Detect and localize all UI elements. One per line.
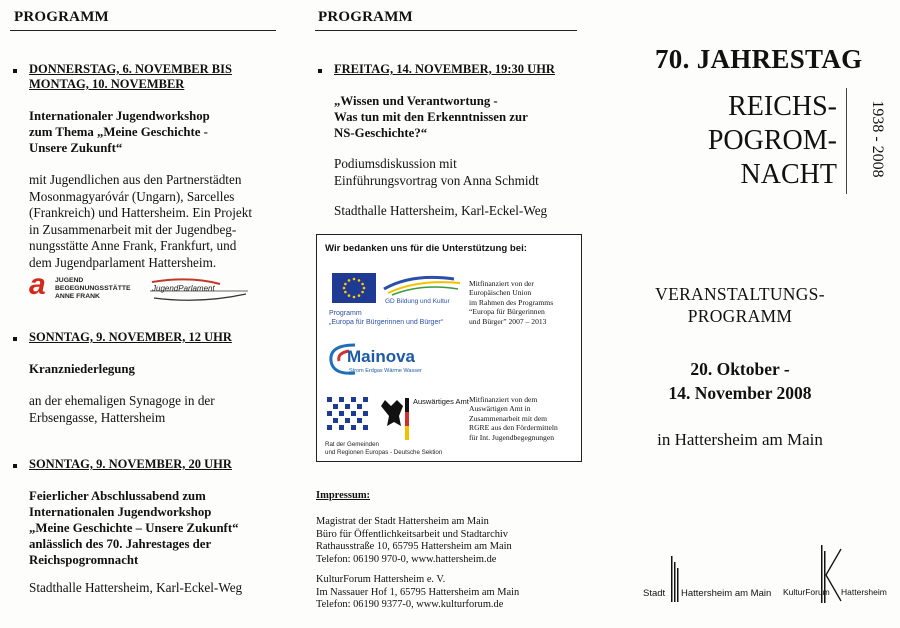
jugendparlament-logo <box>150 278 250 304</box>
body-line: Stadthalle Hattersheim, Karl-Eckel-Weg <box>29 580 243 595</box>
title-line: Was tun mit den Erkenntnissen zur <box>334 110 528 124</box>
bullet <box>13 464 17 468</box>
middle-heading: PROGRAMM <box>318 9 413 25</box>
text-line: und Bürger” 2007 – 2013 <box>469 316 547 326</box>
location: in Hattersheim am Main <box>657 430 823 449</box>
imprint-line: KulturForum Hattersheim e. V. <box>316 574 446 585</box>
left-heading-rule <box>10 30 276 31</box>
middle-heading-rule <box>315 30 577 31</box>
title-line: zum Thema „Meine Geschichte - <box>29 125 208 139</box>
caption-line: und Regionen Europas - Deutsche Sektion <box>325 449 443 456</box>
kulturforum-logo <box>783 545 893 607</box>
title-line: Feierlicher Abschlussabend zum <box>29 489 206 503</box>
section-body-1 <box>29 172 252 271</box>
stadt-hattersheim-logo <box>643 556 783 606</box>
imprint-line: Rathausstraße 10, 65795 Hattersheim am Main <box>316 541 512 553</box>
logo-line: ANNE FRANK <box>55 293 100 300</box>
title-line: NS-Geschichte?“ <box>334 126 428 140</box>
caption-line: Rat der Gemeinden <box>325 441 379 448</box>
jugendparlament-logo-text: JugendParlament <box>152 284 215 293</box>
title-line: Unsere Zukunft“ <box>29 141 123 155</box>
aa-funding-text <box>469 395 558 442</box>
section-title-1 <box>29 108 210 156</box>
title-line: Reichspogromnacht <box>29 553 139 567</box>
bullet <box>13 337 17 341</box>
cover-title <box>625 90 837 192</box>
body-line: Einführungsvortrag von Anna Schmidt <box>334 172 539 188</box>
logo-line: JUGEND <box>55 277 84 284</box>
stadt-logo-bars-icon <box>671 556 681 602</box>
event-date: FREITAG, 14. NOVEMBER, 19:30 UHR <box>334 62 555 76</box>
section-date-3: SONNTAG, 9. NOVEMBER, 20 UHR <box>29 457 232 471</box>
text-line: Mitfinanziert von der <box>469 279 534 288</box>
text-line: im Rahmen des Programms <box>469 297 554 307</box>
text-line: für Int. Jugendbegegnungen <box>469 432 554 442</box>
federal-eagle-icon <box>377 396 411 446</box>
body-line: mit Jugendlichen aus den Partnerstädten <box>29 172 242 187</box>
impressum-block-1 <box>316 516 512 567</box>
caption-line: Programm <box>329 310 362 317</box>
title-divider <box>846 88 847 194</box>
event-venue: Stadthalle Hattersheim, Karl-Eckel-Weg <box>334 203 548 218</box>
years-vertical: 1938 - 2008 <box>869 100 886 178</box>
rgre-logo-icon <box>325 395 373 433</box>
body-line: an der ehemaligen Synagoge in der <box>29 393 215 408</box>
date-range <box>605 357 875 405</box>
auswaertiges-amt-label: Auswärtiges Amt <box>413 397 469 406</box>
title-line: Internationaler Jugendworkshop <box>29 109 210 123</box>
text-line: Zusammenarbeit mit dem <box>469 413 548 423</box>
sponsor-box-title: Wir bedanken uns für die Unterstützung bei: <box>325 243 527 254</box>
middle-panel <box>300 0 600 628</box>
title-line: „Wissen und Verantwortung - <box>334 94 498 108</box>
anne-frank-logo-text <box>55 277 131 301</box>
section-body-3 <box>29 580 242 597</box>
mainova-logo-text: Mainova <box>347 347 416 366</box>
event-title <box>334 93 528 141</box>
eu-flag-icon <box>332 273 376 303</box>
body-line: Erbsengasse, Hattersheim <box>29 409 166 425</box>
bullet <box>13 69 17 73</box>
bullet <box>318 69 322 73</box>
section-date-1: DONNERSTAG, 6. NOVEMBER BIS MONTAG, 10. NOVEMBER <box>29 62 232 91</box>
text-line: Mitfinanziert von dem <box>469 395 538 404</box>
date-line: 20. Oktober - <box>690 359 790 379</box>
imprint-line: Büro für Öffentlichkeitsarbeit und Stadtarchiv <box>316 528 508 540</box>
body-line: dem Jugendparlament Hattersheim. <box>29 254 217 270</box>
imprint-line: Magistrat der Stadt Hattersheim am Main <box>316 516 489 527</box>
anne-frank-logo-mark: a <box>29 268 46 301</box>
imprint-line: Telefon: 06190 970-0, www.hattersheim.de <box>316 554 497 566</box>
body-line: nungsstätte Anne Frank, Frankfurt, und <box>29 238 237 253</box>
imprint-line: Telefon: 06190 9377-0, www.kulturforum.de <box>316 599 504 611</box>
eu-caption <box>329 309 443 327</box>
sponsor-box <box>316 234 582 462</box>
text-line: Auswärtigen Amt in <box>469 404 531 414</box>
logo-line: BEGEGNUNGSSTÄTTE <box>55 285 131 292</box>
eu-funding-text <box>469 279 553 326</box>
body-line: Mosonmagyaróvár (Ungarn), Sarcelles <box>29 188 235 204</box>
anne-frank-logo <box>29 268 149 302</box>
title-line: NACHT <box>740 159 837 190</box>
text-line: Europäischen Union <box>469 288 532 298</box>
caption-line: „Europa für Bürgerinnen und Bürger“ <box>329 319 444 326</box>
kulturforum-logo-name: Hattersheim <box>841 587 887 597</box>
title-line: „Meine Geschichte – Unsere Zukunft“ <box>29 521 239 535</box>
title-line: Kranzniederlegung <box>29 362 135 376</box>
section-date-2: SONNTAG, 9. NOVEMBER, 12 UHR <box>29 330 232 344</box>
body-line: Podiumsdiskussion mit <box>334 156 457 171</box>
left-heading: PROGRAMM <box>14 9 109 25</box>
body-line: (Frankreich) und Hattersheim. Ein Projekt <box>29 205 253 220</box>
impressum-title: Impressum: <box>316 490 371 501</box>
rgre-caption <box>325 441 442 457</box>
stadt-logo-name: Hattersheim am Main <box>681 588 772 599</box>
section-body-2 <box>29 393 215 426</box>
cover-panel <box>605 0 900 628</box>
impressum-block-2 <box>316 574 519 612</box>
body-line: in Zusammenarbeit mit der Jugendbeg- <box>29 221 237 237</box>
left-panel <box>0 0 295 628</box>
title-line: POGROM- <box>707 125 837 156</box>
section-title-3 <box>29 488 238 568</box>
program-line: PROGRAMM <box>687 306 793 326</box>
text-line: RGRE aus den Fördermitteln <box>469 423 558 433</box>
gd-swoosh-icon <box>382 271 462 297</box>
stadt-logo-word: Stadt <box>643 588 666 599</box>
section-title-2 <box>29 361 135 377</box>
event-body <box>334 156 539 189</box>
title-line: Internationalen Jugendworkshop <box>29 505 212 519</box>
title-line: REICHS- <box>728 91 837 122</box>
mainova-logo-sub: Strom Erdgas Wärme Wasser <box>349 368 422 374</box>
anniversary-heading: 70. JAHRESTAG <box>655 44 863 74</box>
title-line: anlässlich des 70. Jahrestages der <box>29 537 212 551</box>
imprint-line: Im Nassauer Hof 1, 65795 Hattersheim am Main <box>316 586 520 598</box>
program-line: VERANSTALTUNGS- <box>655 284 825 304</box>
text-line: “Europa für Bürgerinnen <box>469 307 545 317</box>
program-heading <box>605 283 875 327</box>
date-line: 14. November 2008 <box>668 383 812 403</box>
gd-caption: GD Bildung und Kultur <box>385 298 450 305</box>
kulturforum-logo-word: KulturForum <box>783 587 830 597</box>
